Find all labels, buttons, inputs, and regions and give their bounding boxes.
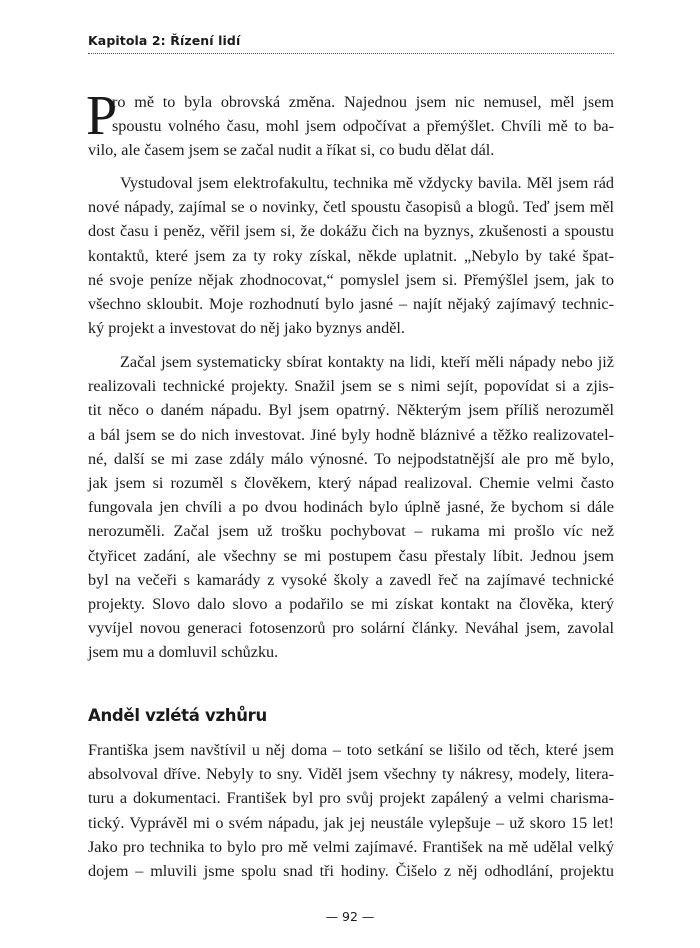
text-line: jak jsem si rozuměl s člověkem, který nápad realizoval. Chemie velmi často [88,473,614,492]
text-line: nové nápady, zajímal se o novinky, četl spoustu časopisů a blogů. Teď jsem měl [88,198,614,217]
text-line: né svoje peníze nějak zhodnocovat,“ pomyslel jsem si. Přemýšlel jsem, jak to [88,270,614,289]
paragraph-1 [86,85,614,163]
text-line: realizovali technické projekty. Snažil jsem se s nimi sejít, popovídat si a zjis- [88,377,614,396]
section-heading: Anděl vzlétá vzhůru [88,706,267,725]
text-line: byl na večeři s kamarády z vysoké školy a zavedl řeč na zajímavé technické [88,570,614,589]
paragraph-3 [88,350,614,664]
text-line: vilo, ale časem jsem se začal nudit a říkat si, co budu dělat dál. [88,141,495,160]
text-line: turu a dokumentaci. František byl pro svůj projekt zapálený a velmi charisma- [88,789,614,808]
text-line: projekty. Slovo dalo slovo a podařilo se mi získat kontakt na člověka, který [88,594,614,613]
text-line: Vystudoval jsem elektrofakultu, technika mě vždycky bavila. Měl jsem rád [120,174,614,192]
text-line: všechno skloubit. Moje rozhodnutí bylo jasné – najít nějaký zajímavý technic- [88,294,614,313]
text-line: spoustu volného času, mohl jsem odpočívat a přemýšlet. Chvíli mě to ba- [112,117,614,136]
text-line: Františka jsem navštívil u něj doma – toto setkání se lišilo od těch, které jsem [88,741,614,759]
text-line: dojem – mluvili jsme spolu snad tři hodiny. Čišelo z něj odhodlání, projektu [88,861,614,880]
text-line: Jako pro technika to bylo pro mě velmi zajímavé. František na mě udělal velký [88,837,614,856]
text-line: vyvíjel novou generaci fotosenzorů pro solární články. Neváhal jsem, zavolal [88,619,614,638]
text-line: né, další se mi zase zdály málo výnosné. To nejpodstatnější ale pro mě bylo, [88,449,614,468]
text-line: kontaktů, které jsem za ty roky získal, někde uplatnit. „Nebylo by také špat- [88,246,614,265]
text-line: absolvoval dříve. Nebyly to sny. Viděl jsem všechny ty nákresy, modely, litera- [88,765,614,784]
text-line: čtyřicet zadání, ale všechny se mi postupem času přestaly líbit. Jednou jsem [88,546,614,565]
page-number: — 92 — [325,909,375,924]
text-line: tický. Vyprávěl mi o svém nápadu, jak jej neustále vylepšuje – už skoro 15 let! [88,813,614,832]
text-line: a bál jsem se do nich investovat. Jiné byly hodně bláznivé a těžko realizovatel- [88,425,614,444]
text-line: fungovala jen chvíli a po dvou hodinách bylo úplně jasné, že bychom si dále [88,498,614,517]
text-line: dost času i peněz, věřil jsem si, že dokážu čich na byznys, zkušenosti a spoustu [88,222,614,241]
paragraph-2 [88,171,614,340]
text-line: ký projekt a investovat do něj jako byznys anděl. [88,319,405,338]
text-line: jsem mu a domluvil schůzku. [88,643,279,662]
text-line: nerozuměli. Začal jsem už trošku pochybovat – rukama mi prošlo víc než [88,522,614,541]
paragraph-4 [88,738,614,883]
header-divider [88,53,614,54]
drop-cap: P [86,85,118,147]
text-line: ro mě to byla obrovská změna. Najednou jsem nic nemusel, měl jsem [112,93,614,111]
running-header: Kapitola 2: Řízení lidí [88,33,241,48]
text-line: tit něco o daném nápadu. Byl jsem opatrný. Některým jsem příliš nerozuměl [88,401,614,420]
text-line: Začal jsem systematicky sbírat kontakty na lidi, kteří měli nápady nebo již [120,353,614,371]
